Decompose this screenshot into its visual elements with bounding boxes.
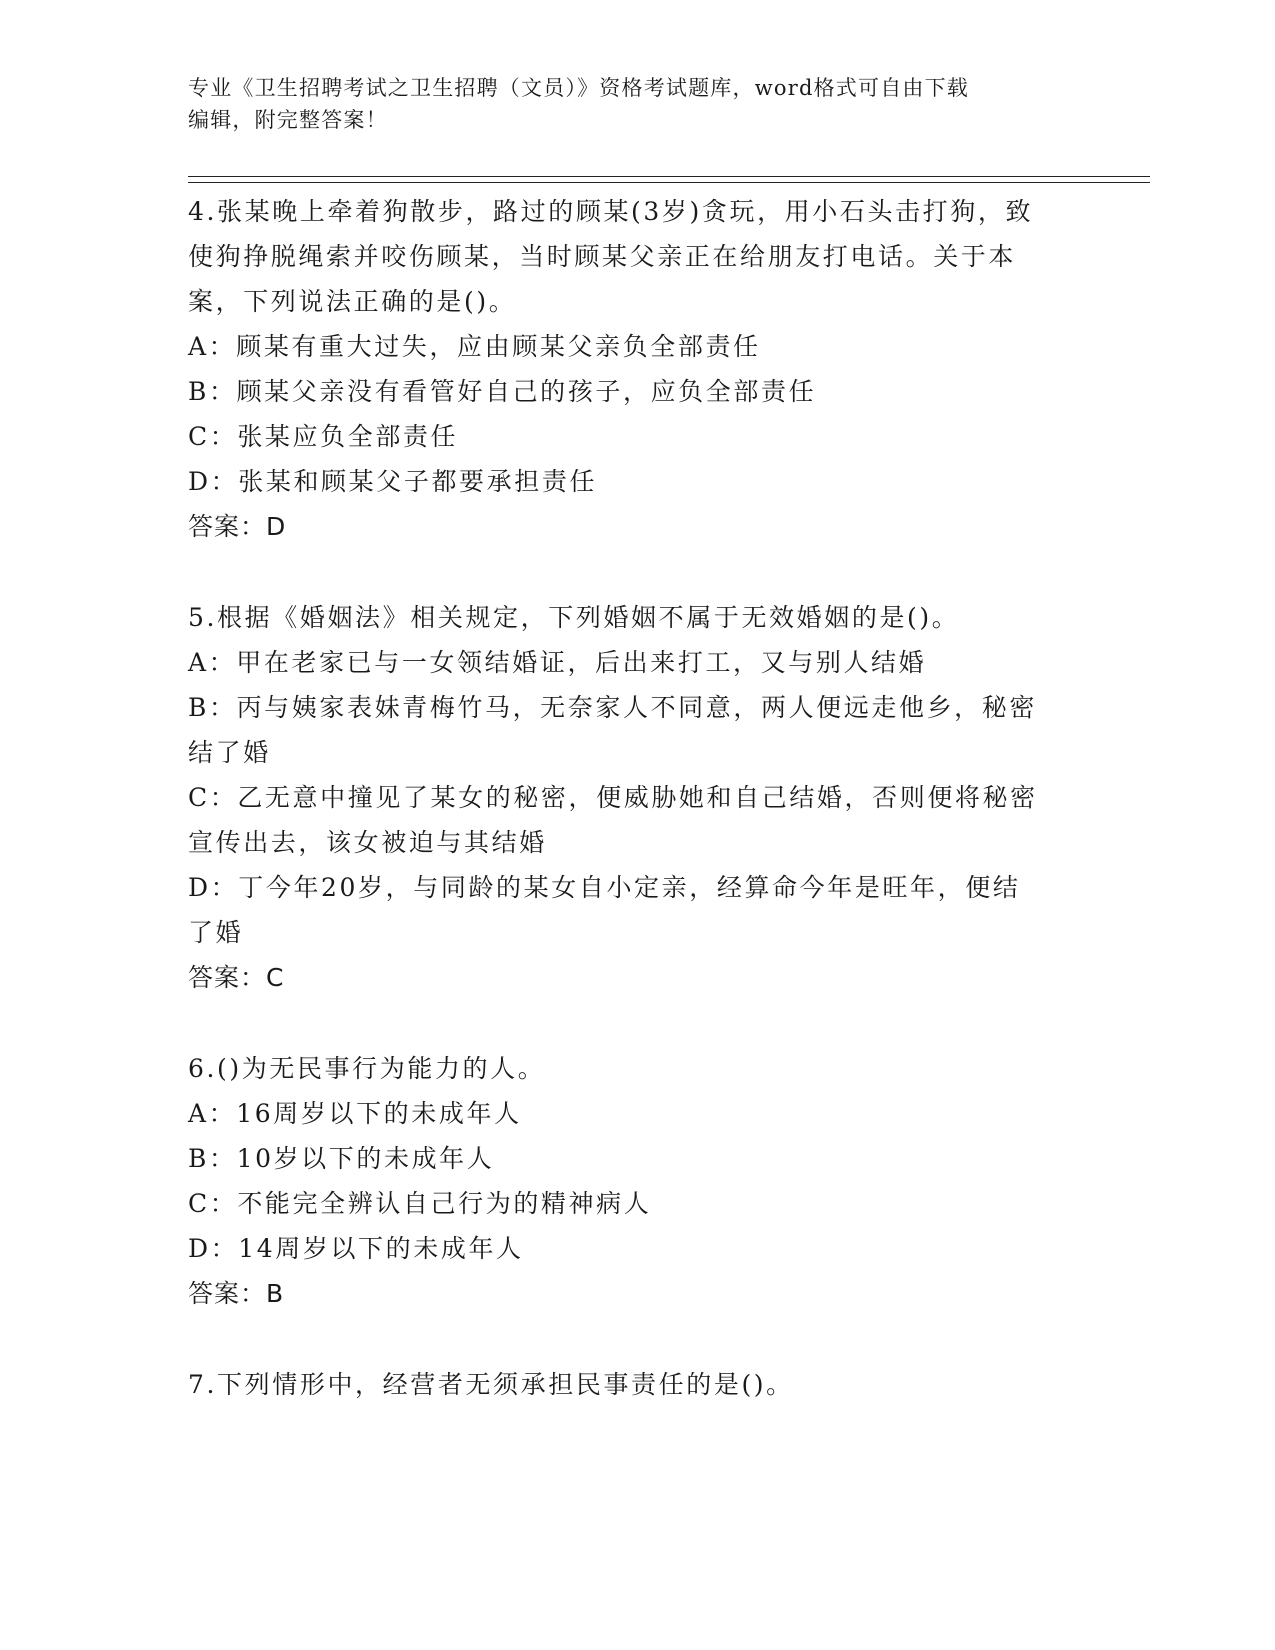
option-line: A：16周岁以下的未成年人 [188, 1099, 522, 1128]
option-line: A：甲在老家已与一女领结婚证，后出来打工，又与别人结婚 [188, 648, 927, 677]
option-line: 宣传出去，该女被迫与其结婚 [188, 828, 547, 857]
option-line: D：14周岁以下的未成年人 [188, 1234, 524, 1263]
question-spacer [188, 549, 1078, 595]
question-block [188, 189, 1078, 549]
option-line: C：不能完全辨认自己行为的精神病人 [188, 1189, 652, 1218]
option-line: D：丁今年20岁，与同龄的某女自小定亲，经算命今年是旺年，便结 [188, 873, 1021, 902]
question-block [188, 1362, 1078, 1407]
question-stem-line: 5.根据《婚姻法》相关规定，下列婚姻不属于无效婚姻的是()。 [188, 603, 960, 632]
question-spacer [188, 1316, 1078, 1362]
header-divider-bottom [188, 182, 1150, 183]
option-line: B：丙与姨家表妹青梅竹马，无奈家人不同意，两人便远走他乡，秘密 [188, 693, 1037, 722]
document-header [188, 72, 1068, 136]
option-line: B：10岁以下的未成年人 [188, 1144, 495, 1173]
question-list [188, 189, 1078, 1407]
header-line-2: 编辑，附完整答案！ [188, 108, 388, 132]
answer-line: 答案：B [188, 1279, 285, 1308]
question-stem-line: 6.()为无民事行为能力的人。 [188, 1054, 546, 1083]
option-line: 了婚 [188, 918, 244, 947]
header-divider-top [188, 176, 1150, 177]
option-line: B：顾某父亲没有看管好自己的孩子，应负全部责任 [188, 377, 817, 406]
question-stem-line: 7.下列情形中，经营者无须承担民事责任的是()。 [188, 1370, 794, 1399]
option-line: 结了婚 [188, 738, 271, 767]
question-spacer [188, 1000, 1078, 1046]
option-line: C：乙无意中撞见了某女的秘密，便威胁她和自己结婚，否则便将秘密 [188, 783, 1038, 812]
question-block [188, 1046, 1078, 1316]
answer-line: 答案：C [188, 963, 285, 992]
question-stem-line: 案，下列说法正确的是()。 [188, 287, 517, 316]
header-line-1: 专业《卫生招聘考试之卫生招聘（文员）》资格考试题库，word格式可自由下载 [188, 76, 969, 100]
question-stem-line: 使狗挣脱绳索并咬伤顾某，当时顾某父亲正在给朋友打电话。关于本 [188, 242, 1017, 271]
option-line: C：张某应负全部责任 [188, 422, 459, 451]
answer-line: 答案：D [188, 512, 287, 541]
question-block [188, 595, 1078, 1000]
option-line: A：顾某有重大过失，应由顾某父亲负全部责任 [188, 332, 761, 361]
question-stem-line: 4.张某晚上牵着狗散步，路过的顾某(3岁)贪玩，用小石头击打狗，致 [188, 197, 1034, 226]
option-line: D：张某和顾某父子都要承担责任 [188, 467, 598, 496]
